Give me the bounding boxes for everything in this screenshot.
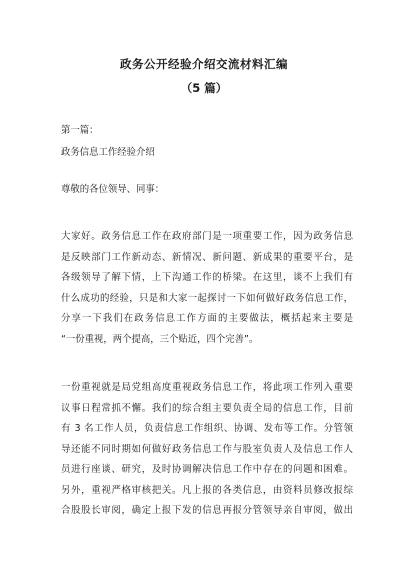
document-title: 政务公开经验介绍交流材料汇编 <box>120 57 288 71</box>
paragraph-line: 大家好。政务信息工作在政府部门是一项重要工作，因为政务信息 <box>61 231 353 242</box>
paragraph-line: 导还能不同时期如何做好政务信息工作与股室负责人及信息工作人 <box>61 443 353 455</box>
paragraph-line: 合股股长审阅，确定上报下发的信息再报分管领导亲自审阅，做出 <box>61 505 353 516</box>
paragraph-line: 是反映部门工作新动态、新情况、新问题、新成果的重要平台，是 <box>61 251 353 263</box>
greeting: 尊敬的各位领导、同事： <box>61 184 165 195</box>
paragraph-line: 员进行座谈、研究，及时协调解决信息工作中存在的问题和困难。 <box>61 464 353 475</box>
paragraph-line: 什么成功的经验，只是和大家一起探讨一下如何做好政务信息工作， <box>61 292 353 304</box>
paragraph-line: 分享一下我们在政务信息工作方面的主要做法，概括起来主要是 <box>61 313 353 324</box>
paragraph-2 <box>61 378 353 522</box>
document-subtitle: （5 篇） <box>180 81 228 95</box>
paragraph-line: “一份重视，两个提高，三个贴近，四个完善”。 <box>61 333 259 345</box>
paragraph-line: 各级领导了解下情，上下沟通工作的桥梁。在这里，谈不上我们有 <box>61 272 353 283</box>
paragraph-line: 一份重视就是局党组高度重视政务信息工作，将此项工作列入重要 <box>61 382 353 393</box>
paragraph-1 <box>61 227 353 350</box>
section-title: 政务信息工作经验介绍 <box>61 147 155 158</box>
paragraph-line: 另外，重视严格审核把关。凡上报的各类信息，由资料员修改报综 <box>61 484 353 496</box>
paragraph-line: 有 3 名工作人员，负责信息工作组织、协调、发布等工作。分管领 <box>61 423 353 434</box>
paragraph-line: 议事日程常抓不懈。我们的综合组主要负责全局的信息工作，目前 <box>61 402 353 414</box>
section-label: 第一篇： <box>61 125 99 136</box>
